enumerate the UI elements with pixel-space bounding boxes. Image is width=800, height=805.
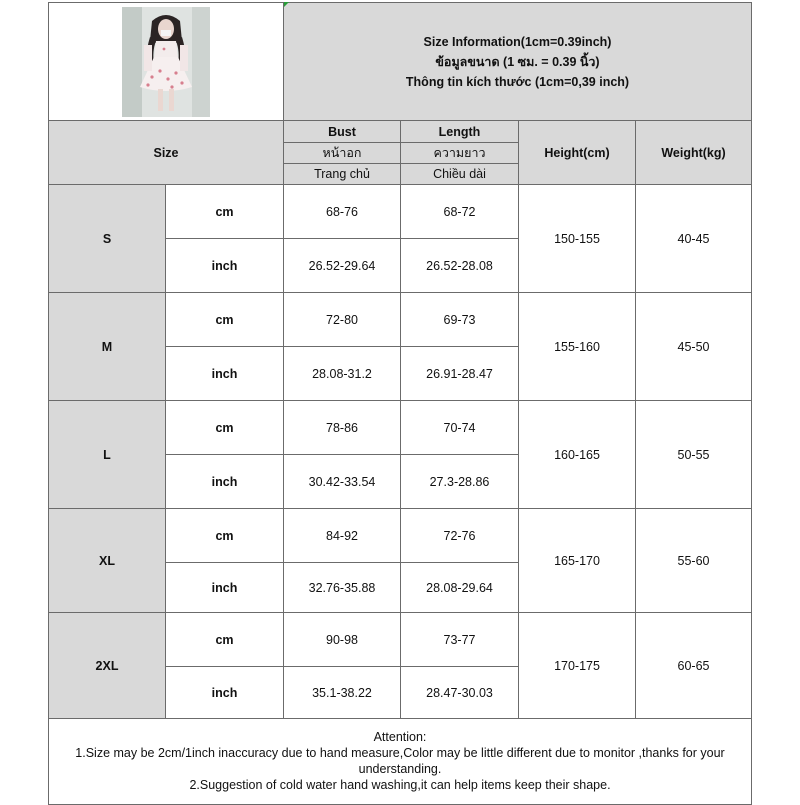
length-cm-value: 70-74 bbox=[401, 401, 519, 455]
size-row-l-cm bbox=[49, 401, 752, 455]
size-row-2xl-cm bbox=[49, 613, 752, 667]
bust-header bbox=[284, 121, 401, 185]
bust-inch-value: 35.1-38.22 bbox=[284, 667, 401, 719]
bust-header-vi: Trang chủ bbox=[314, 166, 370, 181]
unit-label-inch: inch bbox=[166, 667, 284, 719]
size-row-m-cm bbox=[49, 293, 752, 347]
height-value: 170-175 bbox=[519, 613, 636, 719]
height-value: 165-170 bbox=[519, 509, 636, 613]
length-cm-value: 68-72 bbox=[401, 185, 519, 239]
length-cm-value: 72-76 bbox=[401, 509, 519, 563]
bust-inch-value: 30.42-33.54 bbox=[284, 455, 401, 509]
bust-cm-value: 78-86 bbox=[284, 401, 401, 455]
length-header-en: Length bbox=[438, 124, 481, 139]
title-vietnamese: Thông tin kích thước (1cm=0,39 inch) bbox=[405, 74, 630, 89]
length-header-th: ความยาว bbox=[401, 142, 518, 164]
unit-label-cm: cm bbox=[166, 293, 284, 347]
unit-label-inch: inch bbox=[166, 455, 284, 509]
size-column-header: Size bbox=[49, 121, 284, 185]
corner-mark-icon bbox=[284, 2, 289, 7]
size-chart-sheet bbox=[48, 2, 751, 798]
height-header: Height(cm) bbox=[519, 121, 636, 185]
bust-inch-value: 28.08-31.2 bbox=[284, 347, 401, 401]
title-english: Size Information(1cm=0.39inch) bbox=[423, 34, 612, 49]
height-value: 160-165 bbox=[519, 401, 636, 509]
attention-notes bbox=[49, 719, 752, 805]
weight-value: 45-50 bbox=[636, 293, 752, 401]
size-label: M bbox=[49, 293, 166, 401]
height-value: 155-160 bbox=[519, 293, 636, 401]
size-chart-table bbox=[48, 2, 752, 805]
weight-value: 60-65 bbox=[636, 613, 752, 719]
bust-inch-value: 32.76-35.88 bbox=[284, 563, 401, 613]
length-cm-value: 73-77 bbox=[401, 613, 519, 667]
unit-label-inch: inch bbox=[166, 563, 284, 613]
length-inch-value: 28.47-30.03 bbox=[401, 667, 519, 719]
title-thai: ข้อมูลขนาด (1 ซม. = 0.39 นิ้ว) bbox=[435, 54, 600, 69]
notes-row bbox=[49, 719, 752, 805]
unit-label-cm: cm bbox=[166, 401, 284, 455]
size-label: 2XL bbox=[49, 613, 166, 719]
length-header-vi: Chiều dài bbox=[433, 166, 486, 181]
length-inch-value: 26.52-28.08 bbox=[401, 239, 519, 293]
size-row-s-cm bbox=[49, 185, 752, 239]
size-info-title bbox=[284, 3, 752, 121]
unit-label-inch: inch bbox=[166, 239, 284, 293]
length-inch-value: 26.91-28.47 bbox=[401, 347, 519, 401]
size-label: XL bbox=[49, 509, 166, 613]
notes-line-2: 2.Suggestion of cold water hand washing,it can help items keep their shape. bbox=[189, 778, 611, 792]
product-photo bbox=[122, 7, 210, 117]
weight-value: 40-45 bbox=[636, 185, 752, 293]
product-photo-cell bbox=[49, 3, 284, 121]
size-row-xl-cm bbox=[49, 509, 752, 563]
bust-cm-value: 72-80 bbox=[284, 293, 401, 347]
weight-header: Weight(kg) bbox=[636, 121, 752, 185]
title-row bbox=[49, 3, 752, 121]
weight-value: 50-55 bbox=[636, 401, 752, 509]
length-inch-value: 28.08-29.64 bbox=[401, 563, 519, 613]
length-cm-value: 69-73 bbox=[401, 293, 519, 347]
notes-line-1: 1.Size may be 2cm/1inch inaccuracy due to hand measure,Color may be little different due to monitor ,thanks for your understanding. bbox=[75, 746, 725, 776]
length-header bbox=[401, 121, 519, 185]
bust-header-en: Bust bbox=[328, 124, 356, 139]
bust-cm-value: 68-76 bbox=[284, 185, 401, 239]
bust-header-th: หน้าอก bbox=[284, 142, 400, 164]
header-row bbox=[49, 121, 752, 185]
notes-heading: Attention: bbox=[373, 730, 427, 744]
unit-label-cm: cm bbox=[166, 509, 284, 563]
bust-cm-value: 84-92 bbox=[284, 509, 401, 563]
size-label: S bbox=[49, 185, 166, 293]
height-value: 150-155 bbox=[519, 185, 636, 293]
size-label: L bbox=[49, 401, 166, 509]
unit-label-cm: cm bbox=[166, 185, 284, 239]
bust-cm-value: 90-98 bbox=[284, 613, 401, 667]
unit-label-cm: cm bbox=[166, 613, 284, 667]
length-inch-value: 27.3-28.86 bbox=[401, 455, 519, 509]
bust-inch-value: 26.52-29.64 bbox=[284, 239, 401, 293]
unit-label-inch: inch bbox=[166, 347, 284, 401]
weight-value: 55-60 bbox=[636, 509, 752, 613]
